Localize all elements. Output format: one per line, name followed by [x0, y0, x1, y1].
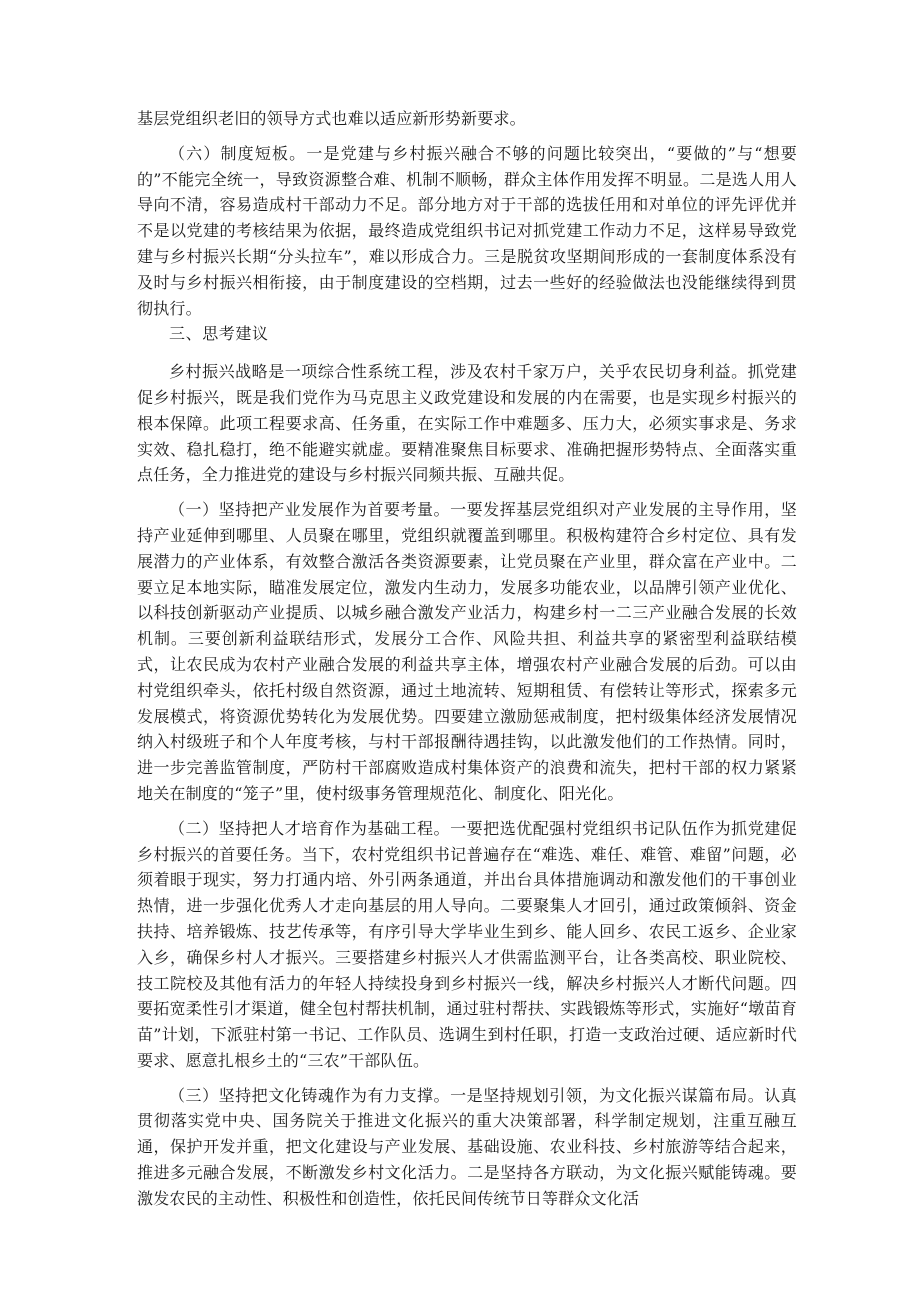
paragraph-recommendations-intro: 乡村振兴战略是一项综合性系统工程，涉及农村千家万户，关乎农民切身利益。抓党建促乡村振兴，既是我们党作为马克思主义政党建设和发展的内在需要，也是实现乡村振兴的根本保障。此项工程要求高、任务重，在实际工作中难题多、压力大，必须实事求是、务求实效、稳扎稳打，绝不能避实就虚。要精准聚焦目标要求、准确把握形势特点、全面落实重点任务，全力推进党的建设与乡村振兴同频共振、互融共促。 [137, 362, 797, 485]
paragraph-recommendation-1-industry: （一）坚持把产业发展作为首要考量。一要发挥基层党组织对产业发展的主导作用，坚持产业延伸到哪里、人员聚在哪里，党组织就覆盖到哪里。积极构建符合乡村定位、具有发展潜力的产业体系，有效整合激活各类资源要素，让党员聚在产业里，群众富在产业中。二要立足本地实际，瞄准发展定位，激发内生动力，发展多功能农业，以品牌引领产业优化、以科技创新驱动产业提质、以城乡融合激发产业活力，构建乡村一二三产业融合发展的长效机制。三要创新利益联结形式，发展分工合作、风险共担、利益共享的紧密型利益联结模式，让农民成为农村产业融合发展的利益共享主体，增强农村产业融合发展的后劲。可以由村党组织牵头，依托村级自然资源，通过土地流转、短期租赁、有偿转让等形式，探索多元发展模式，将资源优势转化为发展优势。四要建立激励惩戒制度，把村级集体经济发展情况纳入村级班子和个人年度考核，与村干部报酬待遇挂钩，以此激发他们的工作热情。同时，进一步完善监管制度，严防村干部腐败造成村集体资产的浪费和流失，把村干部的权力紧紧地关在制度的“笼子”里，使村级事务管理规范化、制度化、阳光化。 [137, 500, 797, 803]
paragraph-continuation: 基层党组织老旧的领导方式也难以适应新形势新要求。 [137, 109, 526, 128]
paragraph-recommendation-3-culture: （三）坚持把文化铸魂作为有力支撑。一是坚持规划引领，为文化振兴谋篇布局。认真贯彻落实党中央、国务院关于推进文化振兴的重大决策部署，科学制定规划，注重互融互通，保护开发并重，把文化建设与产业发展、基础设施、农业科技、乡村旅游等结合起来，推进多元融合发展，不断激发乡村文化活力。二是坚持各方联动，为文化振兴赋能铸魂。要激发农民的主动性、积极性和创造性，依托民间传统节日等群众文化活 [137, 1085, 797, 1208]
section-heading-recommendations: 三、思考建议 [169, 324, 269, 344]
document-page [137, 106, 797, 1212]
paragraph-section-6-institutional-shortcomings: （六）制度短板。一是党建与乡村振兴融合不够的问题比较突出，“要做的”与“想要的”不能完全统一，导致资源整合难、机制不顺畅，群众主体作用发挥不明显。二是选人用人导向不清，容易造成村干部动力不足。部分地方对于干部的选拔任用和对单位的评先评优并不是以党建的考核结果为依据，最终造成党组织书记对抓党建工作动力不足，这样易导致党建与乡村振兴长期“分头拉车”，难以形成合力。三是脱贫攻坚期间形成的一套制度体系没有及时与乡村振兴相衔接，由于制度建设的空档期，过去一些好的经验做法也没能继续得到贯彻执行。 [137, 143, 797, 318]
paragraph-recommendation-2-talent: （二）坚持把人才培育作为基础工程。一要把选优配强村党组织书记队伍作为抓党建促乡村振兴的首要任务。当下，农村党组织书记普遍存在“难选、难任、难管、难留”问题，必须着眼于现实，努力打通内培、外引两条通道，并出台具体措施调动和激发他们的干事创业热情，进一步强化优秀人才走向基层的用人导向。二要聚集人才回引，通过政策倾斜、资金扶持、培养锻炼、技艺传承等，有序引导大学毕业生到乡、能人回乡、农民工返乡、企业家入乡，确保乡村人才振兴。三要搭建乡村振兴人才供需监测平台，让各类高校、职业院校、技工院校及其他有活力的年轻人持续投身到乡村振兴一线，解决乡村振兴人才断代问题。四要拓宽柔性引才渠道，健全包村帮扶机制，通过驻村帮扶、实践锻炼等形式，实施好“墩苗育苗”计划，下派驻村第一书记、工作队员、选调生到村任职，打造一支政治过硬、适应新时代要求、愿意扎根乡土的“三农”干部队伍。 [137, 818, 797, 1070]
